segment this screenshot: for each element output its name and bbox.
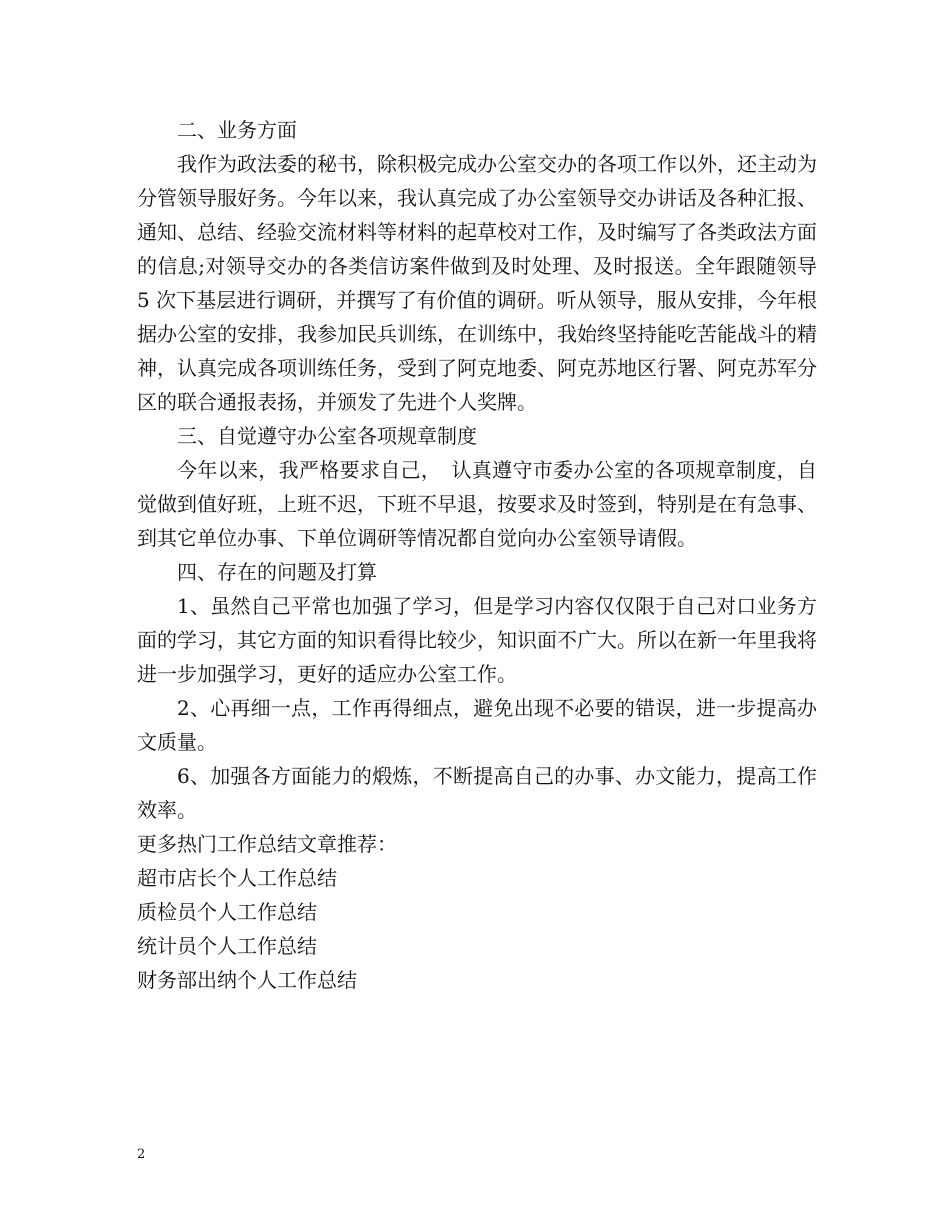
paragraph-business-work: 我作为政法委的秘书，除积极完成办公室交办的各项工作以外，还主动为分管领导服好务。今年以来，我认真完成了办公室领导交办讲话及各种汇报、通知、总结、经验交流材料等材料的起草校对工作，及时编写了各类政法方面的信息;对领导交办的各类信访案件做到及时处理、及时报送。全年跟随领导 5 次下基层进行调研，并撰写了有价值的调研。听从领导，服从安排，今年根据办公室的安排，我参加民兵训练，在训练中，我始终坚持能吃苦能战斗的精神，认真完成各项训练任务，受到了阿克地委、阿克苏地区行署、阿克苏军分区的联合通报表扬，并颁发了先进个人奖牌。 (137, 152, 817, 414)
recommend-link-statistician[interactable]: 统计员个人工作总结 (137, 934, 317, 958)
section-heading-rules: 三、自觉遵守办公室各项规章制度 (177, 424, 477, 448)
recommend-heading: 更多热门工作总结文章推荐： (137, 832, 397, 856)
recommend-link-quality-inspector[interactable]: 质检员个人工作总结 (137, 900, 317, 924)
section-heading-problems: 四、存在的问题及打算 (177, 560, 377, 584)
paragraph-problem-6: 6、加强各方面能力的煅炼，不断提高自己的办事、办文能力，提高工作效率。 (137, 764, 817, 822)
document-body (137, 113, 817, 997)
section-heading-business: 二、业务方面 (177, 118, 297, 142)
recommend-link-cashier[interactable]: 财务部出纳个人工作总结 (137, 968, 357, 992)
paragraph-problem-2: 2、心再细一点，工作再得细点，避免出现不必要的错误，进一步提高办文质量。 (137, 696, 817, 754)
recommend-link-store-manager[interactable]: 超市店长个人工作总结 (137, 866, 337, 890)
paragraph-rules: 今年以来，我严格要求自己， 认真遵守市委办公室的各项规章制度，自觉做到值好班，上班不迟，下班不早退，按要求及时签到，特别是在有急事、到其它单位办事、下单位调研等情况都自觉向办公室领导请假。 (137, 458, 817, 550)
paragraph-problem-1: 1、虽然自己平常也加强了学习，但是学习内容仅仅限于自己对口业务方面的学习，其它方面的知识看得比较少，知识面不广大。所以在新一年里我将进一步加强学习，更好的适应办公室工作。 (137, 594, 817, 686)
page-number: 2 (137, 1147, 146, 1162)
